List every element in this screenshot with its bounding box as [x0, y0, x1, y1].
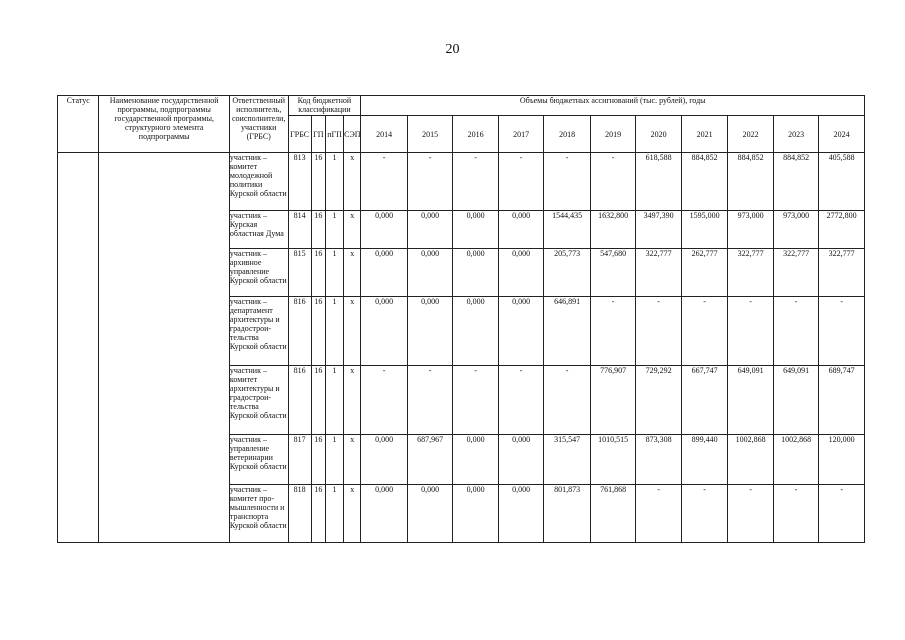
cell-value-2017: 0,000: [498, 485, 544, 543]
cell-gp: 16: [311, 366, 325, 435]
cell-executor: участник – комитет про-мышленности и транспорта Курской области: [229, 485, 288, 543]
cell-sep: x: [344, 435, 361, 485]
header-status: Статус: [58, 96, 99, 153]
cell-value-2014: 0,000: [361, 211, 408, 249]
header-year-2020: 2020: [636, 116, 682, 153]
header-code-0: ГРБС: [288, 116, 311, 153]
cell-name-empty: [99, 153, 229, 543]
cell-value-2024: -: [819, 485, 865, 543]
page-number: 20: [445, 42, 460, 57]
header-code-2: пГП: [325, 116, 343, 153]
cell-value-2019: -: [590, 153, 636, 211]
cell-grbs: 816: [288, 297, 311, 366]
cell-grbs: 817: [288, 435, 311, 485]
cell-grbs: 816: [288, 366, 311, 435]
cell-value-2015: -: [407, 153, 453, 211]
cell-value-2019: 761,868: [590, 485, 636, 543]
cell-value-2018: 1544,435: [544, 211, 591, 249]
cell-value-2022: -: [728, 297, 774, 366]
cell-gp: 16: [311, 211, 325, 249]
cell-value-2021: -: [681, 485, 728, 543]
cell-value-2024: 689,747: [819, 366, 865, 435]
cell-value-2021: 1595,000: [681, 211, 728, 249]
cell-value-2014: 0,000: [361, 249, 408, 297]
header-year-2016: 2016: [453, 116, 499, 153]
cell-value-2020: -: [636, 485, 682, 543]
cell-value-2018: 315,547: [544, 435, 591, 485]
cell-value-2016: 0,000: [453, 297, 499, 366]
cell-sep: x: [344, 485, 361, 543]
cell-grbs: 813: [288, 153, 311, 211]
cell-gp: 16: [311, 249, 325, 297]
cell-pgp: 1: [325, 435, 343, 485]
cell-value-2018: -: [544, 366, 591, 435]
table-row: [58, 153, 865, 211]
cell-value-2019: 1010,515: [590, 435, 636, 485]
cell-grbs: 814: [288, 211, 311, 249]
header-year-2015: 2015: [407, 116, 453, 153]
cell-value-2015: 0,000: [407, 249, 453, 297]
cell-value-2024: 120,000: [819, 435, 865, 485]
budget-table: [57, 95, 865, 543]
cell-value-2023: 649,091: [773, 366, 819, 435]
cell-gp: 16: [311, 485, 325, 543]
cell-value-2014: 0,000: [361, 435, 408, 485]
header-volumes: Объемы бюджетных ассигнований (тыс. рублей), годы: [361, 96, 865, 116]
cell-value-2023: -: [773, 297, 819, 366]
cell-value-2020: 618,588: [636, 153, 682, 211]
cell-value-2018: 205,773: [544, 249, 591, 297]
cell-value-2015: -: [407, 366, 453, 435]
cell-value-2021: -: [681, 297, 728, 366]
cell-sep: x: [344, 366, 361, 435]
cell-value-2015: 0,000: [407, 297, 453, 366]
cell-pgp: 1: [325, 366, 343, 435]
cell-executor: участник – управление ветеринарии Курской области: [229, 435, 288, 485]
cell-value-2014: 0,000: [361, 485, 408, 543]
cell-value-2024: 322,777: [819, 249, 865, 297]
cell-value-2023: -: [773, 485, 819, 543]
cell-value-2016: 0,000: [453, 249, 499, 297]
cell-gp: 16: [311, 435, 325, 485]
cell-value-2017: 0,000: [498, 211, 544, 249]
cell-executor: участник – архивное управление Курской области: [229, 249, 288, 297]
cell-value-2020: 729,292: [636, 366, 682, 435]
cell-value-2017: 0,000: [498, 435, 544, 485]
cell-value-2020: 322,777: [636, 249, 682, 297]
cell-grbs: 815: [288, 249, 311, 297]
cell-value-2020: 3497,390: [636, 211, 682, 249]
cell-value-2022: 322,777: [728, 249, 774, 297]
cell-value-2021: 884,852: [681, 153, 728, 211]
cell-pgp: 1: [325, 485, 343, 543]
cell-value-2014: -: [361, 366, 408, 435]
cell-value-2017: 0,000: [498, 297, 544, 366]
header-year-2017: 2017: [498, 116, 544, 153]
cell-value-2016: -: [453, 366, 499, 435]
header-year-2018: 2018: [544, 116, 591, 153]
cell-value-2024: -: [819, 297, 865, 366]
cell-value-2024: 2772,800: [819, 211, 865, 249]
header-code-1: ГП: [311, 116, 325, 153]
cell-value-2015: 0,000: [407, 485, 453, 543]
cell-value-2023: 884,852: [773, 153, 819, 211]
cell-value-2022: 1002,868: [728, 435, 774, 485]
cell-status-empty: [58, 153, 99, 543]
cell-value-2018: 801,873: [544, 485, 591, 543]
cell-value-2018: 646,891: [544, 297, 591, 366]
cell-executor: участник – департамент архитектуры и градострои-тельства Курской области: [229, 297, 288, 366]
cell-sep: x: [344, 153, 361, 211]
header-year-2014: 2014: [361, 116, 408, 153]
cell-pgp: 1: [325, 249, 343, 297]
cell-value-2019: -: [590, 297, 636, 366]
cell-sep: x: [344, 297, 361, 366]
cell-value-2021: 899,440: [681, 435, 728, 485]
cell-value-2017: -: [498, 153, 544, 211]
cell-value-2023: 1002,868: [773, 435, 819, 485]
header-year-2022: 2022: [728, 116, 774, 153]
cell-value-2021: 262,777: [681, 249, 728, 297]
cell-value-2015: 687,967: [407, 435, 453, 485]
cell-grbs: 818: [288, 485, 311, 543]
header-year-2021: 2021: [681, 116, 728, 153]
cell-value-2022: 884,852: [728, 153, 774, 211]
cell-pgp: 1: [325, 153, 343, 211]
cell-value-2019: 547,680: [590, 249, 636, 297]
cell-value-2016: -: [453, 153, 499, 211]
header-year-2024: 2024: [819, 116, 865, 153]
cell-value-2022: 973,000: [728, 211, 774, 249]
header-name: Наименование государственной программы, подпрограммы государственной программы, структурного элемента подпрограммы: [99, 96, 229, 153]
cell-pgp: 1: [325, 211, 343, 249]
cell-sep: x: [344, 211, 361, 249]
cell-executor: участник – комитет молодежной политики Курской области: [229, 153, 288, 211]
cell-value-2022: -: [728, 485, 774, 543]
cell-pgp: 1: [325, 297, 343, 366]
header-executor: Ответственный исполнитель, соисполнители, участники (ГРБС): [229, 96, 288, 153]
cell-value-2014: -: [361, 153, 408, 211]
header-budget-code: Код бюджетной классификации: [288, 96, 361, 116]
cell-value-2018: -: [544, 153, 591, 211]
cell-value-2015: 0,000: [407, 211, 453, 249]
cell-value-2016: 0,000: [453, 435, 499, 485]
cell-value-2016: 0,000: [453, 211, 499, 249]
header-code-3: СЭП: [344, 116, 361, 153]
cell-value-2017: -: [498, 366, 544, 435]
cell-value-2023: 322,777: [773, 249, 819, 297]
cell-value-2014: 0,000: [361, 297, 408, 366]
cell-executor: участник – Курская областная Дума: [229, 211, 288, 249]
cell-value-2019: 776,907: [590, 366, 636, 435]
cell-value-2022: 649,091: [728, 366, 774, 435]
cell-value-2023: 973,000: [773, 211, 819, 249]
cell-gp: 16: [311, 153, 325, 211]
cell-value-2017: 0,000: [498, 249, 544, 297]
header-year-2019: 2019: [590, 116, 636, 153]
cell-sep: x: [344, 249, 361, 297]
cell-executor: участник – комитет архитектуры и градострои-тельства Курской области: [229, 366, 288, 435]
cell-value-2016: 0,000: [453, 485, 499, 543]
cell-gp: 16: [311, 297, 325, 366]
cell-value-2020: 873,308: [636, 435, 682, 485]
cell-value-2021: 667,747: [681, 366, 728, 435]
cell-value-2019: 1632,800: [590, 211, 636, 249]
cell-value-2020: -: [636, 297, 682, 366]
cell-value-2024: 405,588: [819, 153, 865, 211]
header-year-2023: 2023: [773, 116, 819, 153]
